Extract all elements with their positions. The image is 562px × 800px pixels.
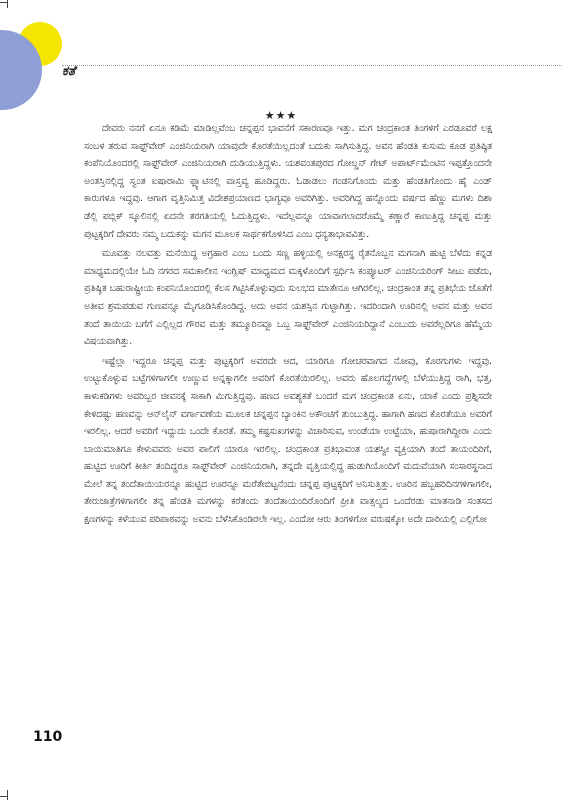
- page-number: 110: [33, 729, 63, 745]
- header-divider: [62, 65, 562, 66]
- paragraph: ಮೂವತ್ತು ನಲವತ್ತು ಮನೆಯಿದ್ದ ಅಗ್ರಹಾರ ಎಂಬ ಒಂದು ಸಣ್ಣ ಹಳ್ಳಿಯಲ್ಲಿ ಅನಕ್ಷರಸ್ಥ ರೈತನೊಬ್ಬನ ಮಗನಾಗಿ ಹುಟ್ಟಿ ಬೆಳೆದು ಕನ್ನಡ ಮಾಧ್ಯಮದಲ್ಲಿಯೇ ಓದಿ ನಗರದ ಸಮಕಾಲೀನ ಇಂಗ್ಲಿಷ್ ಮಾಧ್ಯಮದ ಮಕ್ಕಳೊಂದಿಗೆ ಸ್ಪರ್ಧಿಸಿ ಕಂಪ್ಯೂಟರ್ ಎಂಜಿನಿಯರಿಂಗ್ ಸೀಟು ಪಡೆದು, ಪ್ರತಿಷ್ಠಿತ ಬಹುರಾಷ್ಟ್ರೀಯ ಕಂಪನಿಯೊಂದರಲ್ಲಿ ಕೆಲಸ ಗಿಟ್ಟಿಸಿಕೊಳ್ಳುವುದು ಸುಲಭದ ಮಾತೇನೂ ಆಗಿರಲಿಲ್ಲ. ಚಂದ್ರಕಾಂತ ತನ್ನ ಪ್ರತಿಭೆಯ ಜೊತೆಗೆ ಅತೀವ ಶ್ರಮಪಡುವ ಗುಣವನ್ನೂ ಮೈಗೂಡಿಸಿಕೊಂಡಿದ್ದ. ಅದು ಅವನ ಯಶಸ್ಸಿನ ಗುಟ್ಟಾಗಿತ್ತು. ಇದರಿಂದಾಗಿ ಊರಿನಲ್ಲಿ ಅವನ ಮತ್ತು ಅವನ ತಂದೆ ತಾಯಿಯ ಬಗೆಗೆ ಎಲ್ಲಿಲ್ಲದ ಗೌರವ ಮತ್ತು ತಮ್ಮೂರಿನವ್ಲೂ ಒಬ್ಬ ಸಾಫ್ಟ್‌ವೇರ್ ಎಂಜಿನಿಯರಿದ್ದಾನೆ ಎಂಬುದು ಅವರೆಲ್ಲರಿಗೂ ಹೆಮ್ಮೆಯ ವಿಷಯವಾಗಿತ್ತು.: [84, 248, 492, 348]
- paragraph: ದೇವರು ನನಗೆ ಏನೂ ಕಡಿಮೆ ಮಾಡಿಲ್ಲವೆಂಬ ಚನ್ನಪ್ಪನ ಭಾವನೆಗೆ ಸಕಾರಣವೂ ಇತ್ತು. ಮಗ ಚಂದ್ರಕಾಂತ ತಿಂಗಳಿಗೆ ಎರಡೂವರೆ ಲಕ್ಷ ಸಂಬಳ ತರುವ ಸಾಫ್ಟ್‌ವೇರ್ ಎಂಜಿನಿಯರಾಗಿ ಯಾವುದೇ ಕೊರತೆಯಿಲ್ಲದಂತೆ ಬದುಕು ಸಾಗಿಸುತ್ತಿದ್ದ. ಅವನ ಹೆಂಡತಿ ಕುಸುಮ ಕೂಡ ಪ್ರತಿಷ್ಠಿತ ಕಂಪೆನಿಯೊಂದರಲ್ಲಿ ಸಾಫ್ಟ್‌ವೇರ್ ಎಂಜಿನಿಯರಾಗಿ ದುಡಿಯುತ್ತಿದ್ದಳು. ಯಶವಂತಪುರದ ಗೋಲ್ಡನ್ ಗೇಟ್ ಅಪಾರ್ಟ್‌ಮೆಂಟಿನ ಇಪ್ಪತ್ತೊಂದನೇ ಅಂತಸ್ತಿನಲ್ಲಿದ್ದ ಸ್ವಂತ ಐಷಾರಾಮಿ ಫ್ಲ್ಯಾಟಿನಲ್ಲಿ ವಾಸ್ತವ್ಯ ಹೂಡಿದ್ದರು. ಓಡಾಡಲು ಗಂಡನಿಗೊಂದು ಮತ್ತು ಹೆಂಡತಿಗೊಂದು ಹೈ ಎಂಡ್ ಕಾರುಗಳೂ ಇದ್ದವು. ಆಗಾಗ ವೃತ್ತಿನಿಮಿತ್ತ ವಿದೇಶಪ್ರಯಾಣದ ಭಾಗ್ಯವೂ ಅವರಿಗಿತ್ತು. ಅವರಿಗಿದ್ದ ಹನ್ನೊಂದು ವರ್ಷದ ಹೆಣ್ಣು ಮಗಳು ದಿಶಾ ಡೆಲ್ಲಿ ಪಬ್ಲಿಕ್ ಸ್ಕೂಲಿನಲ್ಲಿ ಏದನೇ ತರಗತಿಯಲ್ಲಿ ಓದುತ್ತಿದ್ದಳು. ಇದೆಲ್ಲವನ್ನೂ ಯಾವಾಗಲಾದರೊಮ್ಮೆ ಕಣ್ಣಾರೆ ಕಾಣುತ್ತಿದ್ದ ಚನ್ನಪ್ಪ ಮತ್ತು ಪುಟ್ಟಕ್ಕರಿಗೆ ದೇವರು ನಮ್ಮ ಬದುಕನ್ನು ಮಗನ ಮೂಲಕ ಸಾರ್ಥಕಗೊಳಿಸಿದ ಎಂಬ ಧನ್ಯತಾಭಾವವಿತ್ತು.: [84, 123, 492, 240]
- crop-mark: [7, 790, 8, 800]
- story-body: [84, 120, 492, 531]
- crop-mark: [0, 796, 7, 797]
- section-ornament: ★★★: [264, 109, 298, 122]
- section-label: ಕತೆ: [62, 64, 76, 79]
- decorative-circles: [0, 0, 90, 110]
- paragraph: ಇಷ್ಟೆಲ್ಲಾ ಇದ್ದರೂ ಚನ್ನಪ್ಪ ಮತ್ತು ಪುಟ್ಟಕ್ಕರಿಗೆ ಅವರದೇ ಆದ, ಯಾರಿಗೂ ಗೋಚರವಾಗದ ನೋವು, ಕೊರಗುಗಳು ಇದ್ದವು. ಉಟ್ಟುಕೊಳ್ಳುವ ಬಟ್ಟೆಗಳಿಗಾಗಲೀ ಉಣ್ಣುವ ಅನ್ನಕ್ಕಾಗಲೀ ಅವರಿಗೆ ಕೊರತೆಯಿರಲಿಲ್ಲ. ಅವರು ಹೊಲಗದ್ದೆಗಳಲ್ಲಿ ಬೆಳೆಯುತ್ತಿದ್ದ ರಾಗಿ, ಭತ್ತ, ಕಾಳುಕಡಿಗಳು ಅವರಿಬ್ಬರ ಜೀವನಕ್ಕೆ ಸಾಕಾಗಿ ಮಿಗುತ್ತಿದ್ದವು. ಹಣದ ಅವಶ್ಯಕತೆ ಬಂದರೆ ಮಗ ಚಂದ್ರಕಾಂತ ಏನು, ಯಾಕೆ ಎಂದು ಪ್ರಶ್ನಿಸದೇ ಕೇಳಿದಷ್ಟು ಹಣವನ್ನು ಆನ್‌ಲೈನ್ ವರ್ಗಾವಣೆಯ ಮೂಲಕ ಚನ್ನಪ್ಪನ ಬ್ಯಾಂಕಿನ ಅಕೌಂಟಿಗೆ ತುಂಬುತ್ತಿದ್ದ. ಹಾಗಾಗಿ ಹಣದ ಕೊರತೆಯೂ ಅವರಿಗೆ ಇರಲಿಲ್ಲ. ಆದರೆ ಅವರಿಗೆ ಇದ್ದುದು ಒಂದೇ ಕೊರತೆ. ತಮ್ಮ ಕಷ್ಟಸುಖಗಳನ್ನು ವಿಚಾರಿಸುವ, ಉಂಡೆಯಾ ಉಟ್ಟೆಯಾ, ಹುಷಾರಾಗಿದ್ದೀರಾ ಎಂದು ಬಾಯಿಮಾತಿಗೂ ಕೇಳುವವರು ಅವರ ಪಾಲಿಗೆ ಯಾರೂ ಇರಲಿಲ್ಲ. ಚಂದ್ರಕಾಂತ ಪ್ರತಿಭಾವಂತ ಯಶಸ್ವೀ ವ್ಯಕ್ತಿಯಾಗಿ ತಂದೆ ತಾಯಂದಿರಿಗೆ, ಹುಟ್ಟಿದ ಊರಿಗೆ ಕೀರ್ತಿ ತಂದಿದ್ದರೂ ಸಾಫ್ಟ್‌ವೇರ್ ಎಂಜಿನಿಯರಾಗಿ, ತನ್ನದೇ ವೃತ್ತಿಯಲ್ಲಿದ್ದ ಹುಡುಗಿಯೊಂದಿಗೆ ಮದುವೆಯಾಗಿ ಸಂಸಾರಸ್ಥನಾದ ಮೇಲೆ ತನ್ನ ತಂದೆತಾಯಿಯರನ್ನೂ ಹುಟ್ಟಿದ ಊರನ್ನೂ ಮರೆತೇಬಿಟ್ಟನೆಂದು ಚನ್ನಪ್ಪ ಪುಟ್ಟಕ್ಕರಿಗೆ ಅನಿಸುತ್ತಿತ್ತು. ಊರಿನ ಹಬ್ಬಹರಿದಿನಗಳಿಗಾಗಲೀ, ತೇರುಜಾತ್ರೆಗಳಿಗಾಗಲೀ ತನ್ನ ಹೆಂಡತಿ ಮಗಳನ್ನು ಕರೆತಂದು ತಂದೆತಾಯಂದಿರೊಂದಿಗೆ ಪ್ರೀತಿ ವಾತ್ಸಲ್ಯದ ಒಂದೆರಡು ಮಾತನಾಡಿ ಸಂತಸದ ಕ್ಷಣಗಳನ್ನು ಕಳೆಯುವ ಪರಿಪಾಠವನ್ನು ಅವನು ಬೆಳೆಸಿಕೊಂಡಿರಲೇ ಇಲ್ಲ. ಎಂದೋ ಆರು ತಿಂಗಳಿಗೋ ವರುಷಕ್ಕೋ ಅದೇ ದಾರಿಯಲ್ಲಿ ಎಲ್ಲಿಗೋ: [84, 355, 492, 526]
